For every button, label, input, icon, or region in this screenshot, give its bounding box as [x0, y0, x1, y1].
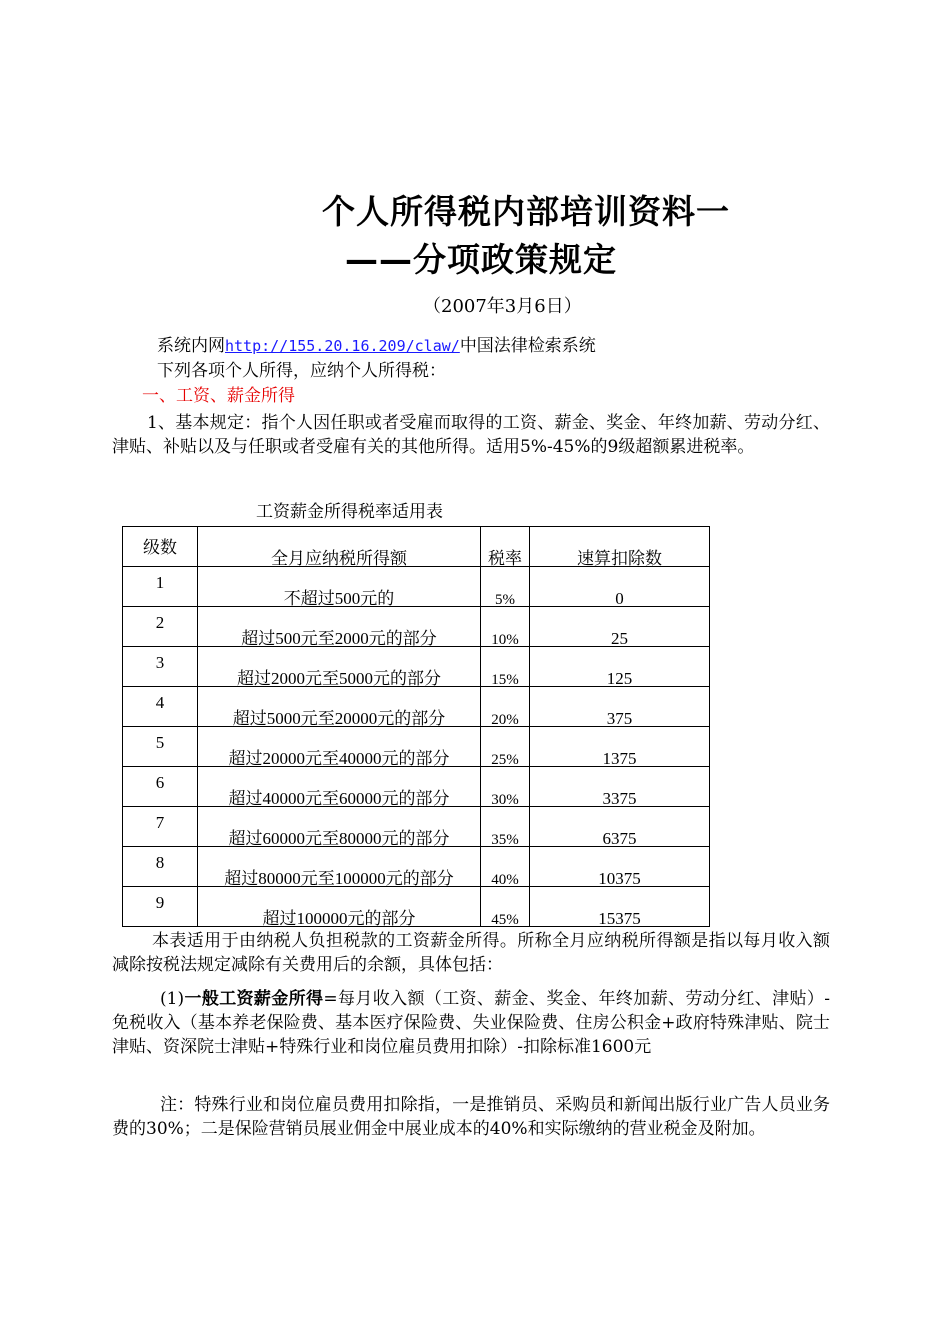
- cell-income: 超过60000元至80000元的部分: [228, 829, 450, 848]
- table-header-row: [123, 527, 710, 567]
- header-level: 级数: [143, 538, 177, 557]
- cell-rate: 35%: [491, 832, 519, 848]
- header-income: 全月应纳税所得额: [271, 549, 407, 568]
- cell-rate: 10%: [491, 632, 519, 648]
- intranet-line: [157, 331, 596, 356]
- cell-level: 1: [155, 573, 165, 592]
- cell-rate: 20%: [491, 712, 519, 728]
- cell-income: 不超过500元的: [283, 589, 395, 608]
- table-row: [123, 887, 710, 927]
- cell-income: 超过20000元至40000元的部分: [228, 749, 450, 768]
- cell-rate: 5%: [495, 592, 515, 608]
- table-row: [123, 567, 710, 607]
- cell-level: 7: [155, 813, 165, 832]
- cell-deduction: 15375: [598, 909, 641, 928]
- cell-level: 9: [155, 893, 165, 912]
- header-rate: 税率: [488, 549, 522, 568]
- table-row: [123, 807, 710, 847]
- table-row: [123, 847, 710, 887]
- cell-level: 2: [155, 613, 165, 632]
- cell-deduction: 375: [606, 709, 633, 728]
- table-title: 工资薪金所得税率适用表: [256, 502, 443, 522]
- cell-income: 超过2000元至5000元的部分: [237, 669, 441, 688]
- table-row: [123, 647, 710, 687]
- document-date: （2007年3月6日）: [423, 296, 582, 317]
- document-title-line2: ——分项政策规定: [345, 240, 617, 279]
- cell-deduction: 125: [606, 669, 633, 688]
- cell-level: 4: [155, 693, 165, 712]
- cell-income: 超过40000元至60000元的部分: [228, 789, 450, 808]
- item1-prefix: (1): [160, 989, 185, 1009]
- intranet-prefix: 系统内网: [157, 336, 225, 356]
- item1-text: =每月收入额（工资、薪金、奖金、年终加薪、劳动分红、津贴）-免税收入（基本养老保险费、基本医疗保险费、失业保险费、住房公积金+政府特殊津贴、院士津贴、资深院士津贴+特殊行业和岗位雇员费用扣除）-扣除标准1600元: [112, 989, 830, 1057]
- cell-rate: 30%: [491, 792, 519, 808]
- table-row: [123, 727, 710, 767]
- cell-income: 超过500元至2000元的部分: [241, 629, 437, 648]
- cell-deduction: 25: [611, 629, 628, 648]
- intro-text: 下列各项个人所得，应纳个人所得税：: [157, 361, 446, 381]
- cell-deduction: 3375: [602, 789, 637, 808]
- item1-paragraph: [112, 987, 830, 1059]
- cell-deduction: 1375: [602, 749, 637, 768]
- section-heading: 一、工资、薪金所得: [142, 386, 295, 406]
- table-row: [123, 687, 710, 727]
- document-title-line1: 个人所得税内部培训资料一: [322, 192, 730, 231]
- cell-income: 超过100000元的部分: [262, 909, 416, 928]
- cell-level: 5: [155, 733, 165, 752]
- cell-level: 6: [155, 773, 165, 792]
- intranet-suffix: 中国法律检索系统: [459, 336, 596, 356]
- item1-bold-term: 一般工资薪金所得: [184, 989, 324, 1009]
- basic-rule-paragraph: 1、基本规定：指个人因任职或者受雇而取得的工资、薪金、奖金、年终加薪、劳动分红、津贴、补贴以及与任职或者受雇有关的其他所得。适用5%-45%的9级超额累进税率。: [112, 413, 830, 457]
- cell-level: 8: [155, 853, 165, 872]
- cell-deduction: 0: [615, 589, 624, 608]
- intranet-link[interactable]: http://155.20.16.209/claw/: [225, 337, 460, 355]
- cell-deduction: 10375: [598, 869, 641, 888]
- cell-income: 超过80000元至100000元的部分: [224, 869, 454, 888]
- cell-rate: 15%: [491, 672, 519, 688]
- header-deduction: 速算扣除数: [577, 549, 662, 568]
- tax-rate-table: [122, 526, 710, 927]
- table-note-paragraph: 本表适用于由纳税人负担税款的工资薪金所得。所称全月应纳税所得额是指以每月收入额减除按税法规定减除有关费用后的余额，具体包括：: [112, 931, 830, 975]
- table-row: [123, 767, 710, 807]
- cell-income: 超过5000元至20000元的部分: [232, 709, 446, 728]
- cell-rate: 40%: [491, 872, 519, 888]
- note-paragraph: 注：特殊行业和岗位雇员费用扣除指，一是推销员、采购员和新闻出版行业广告人员业务费的30%；二是保险营销员展业佣金中展业成本的40%和实际缴纳的营业税金及附加。: [112, 1095, 830, 1139]
- cell-level: 3: [155, 653, 165, 672]
- cell-deduction: 6375: [602, 829, 637, 848]
- cell-rate: 45%: [491, 912, 519, 928]
- table-row: [123, 607, 710, 647]
- cell-rate: 25%: [491, 752, 519, 768]
